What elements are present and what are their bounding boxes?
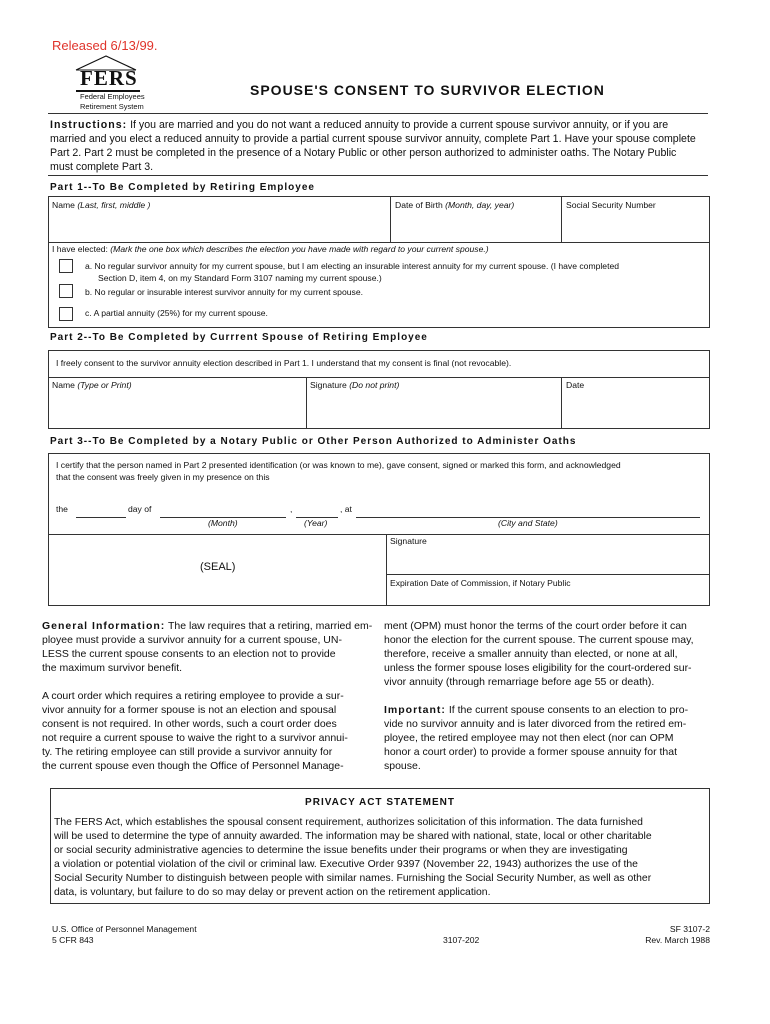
- comma-label: ,: [290, 504, 293, 514]
- notary-signature-field[interactable]: Signature: [390, 536, 427, 546]
- fers-logo: [66, 54, 146, 112]
- general-info-left: General Information: The law requires that a retiring, married em- ployee must provide a survivor annuity for a current spouse, UN- LESS the current spouse consents to an election not to provide the maximum survivor benefit. A court order which requires a retiring employee to provide a sur- vivor annuity for a former spouse is not an election and spousal consent is not required. In other words, such a court order does not require a current spouse to waive the right to a survivor annui- ty. The retiring employee can still provide a survivor annuity for the current spouse even though the Office of Personnel Manage-: [42, 620, 373, 772]
- footer-left: [52, 924, 197, 946]
- part3-heading: Part 3--To Be Completed by a Notary Public or Other Person Authorized to Administer Oaths: [50, 436, 577, 447]
- employee-name-field[interactable]: Name (Last, first, middle ): [52, 200, 151, 210]
- part1-heading: Part 1--To Be Completed by Retiring Employee: [50, 182, 315, 193]
- day-line[interactable]: [76, 517, 126, 518]
- at-label: , at: [340, 504, 352, 514]
- privacy-heading: PRIVACY ACT STATEMENT: [305, 797, 455, 808]
- city-state-hint: (City and State): [498, 518, 558, 528]
- footer-form: SF 3107-2: [669, 924, 710, 934]
- option-c-checkbox[interactable]: [59, 307, 73, 321]
- privacy-text: The FERS Act, which establishes the spousal consent requirement, authorizes solicitation of this information. The data furnished will be used to determine the type of annuity awarded. The information may be shared with national, state, local or other charitable or social security administrative agencies to determine the issue benefits under their programs or when they are investigating a violation or potential violation of the civil or criminal law. Executive Order 9397 (November 22, 1943) authorizes the use of the Social Security Number to distinguish between people with similar names. Furnishing the Social Security Number, as well as other data, is voluntary, but failure to do so may delay or prevent action on the retirement application.: [54, 817, 652, 898]
- option-a-checkbox[interactable]: [59, 259, 73, 273]
- instructions: [50, 118, 700, 174]
- option-b-checkbox[interactable]: [59, 284, 73, 298]
- footer-cfr: 5 CFR 843: [52, 935, 94, 945]
- part2-heading: Part 2--To Be Completed by Currrent Spouse of Retiring Employee: [50, 332, 428, 343]
- certify-text-2: that the consent was freely given in my presence on this: [56, 472, 270, 482]
- footer-code: 3107-202: [443, 935, 480, 945]
- certify-text-1: I certify that the person named in Part 2 presented identification (or was known to me), gave consent, signed or marked this form, and acknowledged: [56, 460, 621, 470]
- instructions-text: If you are married and you do not want a reduced annuity to provide a current spouse survivor annuity, or if you are married and you elect a reduced annuity to provide a partial current spouse survivor annuity, complete Part 1. Have your spouse complete Part 2. Part 2 must be completed in the presence of a Notary Public or other person authorized to administer oaths. The Notary Public must complete Part 3.: [50, 119, 696, 173]
- expiration-field[interactable]: Expiration Date of Commission, if Notary Public: [390, 578, 571, 588]
- form-title: SPOUSE'S CONSENT TO SURVIVOR ELECTION: [250, 82, 605, 98]
- elected-label: I have elected: (Mark the one box which describes the election you have made with regard to your current spouse.): [52, 244, 489, 254]
- consent-statement: I freely consent to the survivor annuity election described in Part 1. I understand that my consent is final (not revocable).: [56, 358, 512, 368]
- spouse-date-field[interactable]: Date: [566, 380, 585, 390]
- year-hint: (Year): [304, 518, 328, 528]
- date-of-birth-field[interactable]: Date of Birth (Month, day, year): [395, 200, 515, 210]
- logo-line1: Federal Employees: [80, 92, 145, 101]
- footer-right: [645, 924, 710, 946]
- option-a-text-2: Section D, item 4, on my Standard Form 3107 naming my current spouse.): [98, 273, 382, 283]
- option-a-text-1: a. No regular survivor annuity for my current spouse, but I am electing an insurable interest annuity for my current spouse. (I have completed: [85, 261, 620, 271]
- instructions-rule: [48, 175, 708, 176]
- the-label: the: [56, 504, 68, 514]
- instructions-label: Instructions:: [50, 119, 128, 131]
- month-hint: (Month): [208, 518, 238, 528]
- footer-agency: U.S. Office of Personnel Management: [52, 924, 197, 934]
- logo-line2: Retirement System: [80, 102, 144, 111]
- option-c-text: c. A partial annuity (25%) for my current spouse.: [85, 308, 268, 318]
- ssn-field[interactable]: Social Security Number: [566, 200, 656, 210]
- general-info-right: ment (OPM) must honor the terms of the court order before it can honor the election for the current spouse. The current spouse may, therefore, receive a smaller annuity than elected, or none at all, unless the former spouse loses eligibility for the court-ordered sur- vivor annuity (through remarriage before age 55 or death). Important: If the current spouse consents to an election to pro- vide no survivor annuity and is later divorced from the retired em- ployee, the retired employee may not then elect (nor can OPM honor a court order) to provide a former spouse annuity for that spouse.: [384, 620, 694, 772]
- day-of-label: day of: [128, 504, 152, 514]
- footer-rev: Rev. March 1988: [645, 935, 710, 945]
- logo-abbr: FERS: [80, 66, 138, 90]
- released-date: Released 6/13/99.: [52, 38, 158, 53]
- seal-label: (SEAL): [200, 561, 236, 573]
- title-rule: [48, 113, 708, 114]
- option-b-text: b. No regular or insurable interest survivor annuity for my current spouse.: [85, 287, 363, 297]
- important-label: Important:: [384, 704, 446, 716]
- spouse-name-field[interactable]: Name (Type or Print): [52, 380, 132, 390]
- spouse-signature-field[interactable]: Signature (Do not print): [310, 380, 400, 390]
- general-info-label: General Information:: [42, 620, 166, 632]
